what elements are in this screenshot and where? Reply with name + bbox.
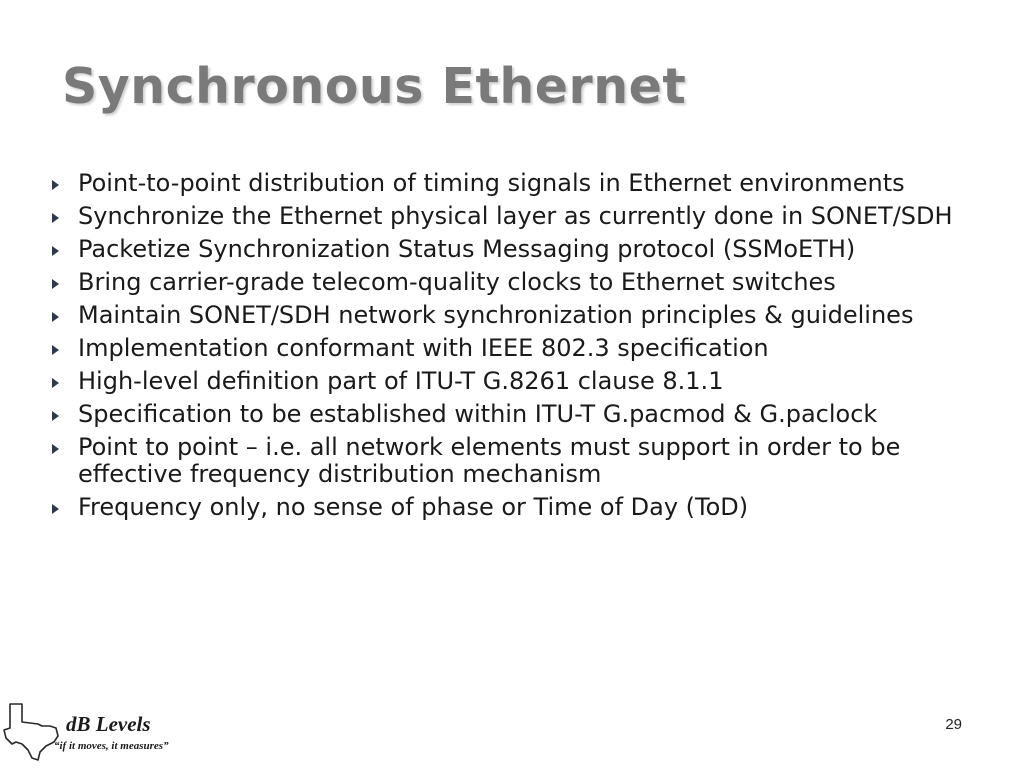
bullet-text: Frequency only, no sense of phase or Time of Day (ToD) (78, 493, 749, 521)
bullet-item (46, 335, 1006, 362)
page-number: 29 (945, 716, 962, 733)
bullet-text: Point to point – i.e. all network elements must support in order to be effective frequency distribution mechanism (78, 433, 901, 488)
bullet-arrow-icon (52, 378, 59, 388)
bullet-text: Implementation conformant with IEEE 802.3 specification (78, 334, 769, 362)
bullet-arrow-icon (52, 345, 59, 355)
logo-tagline: “if it moves, it measures” (54, 740, 169, 752)
bullet-item (46, 236, 1006, 263)
bullet-item (46, 494, 1006, 521)
logo-name: dB Levels (66, 712, 151, 736)
bullet-item (46, 170, 1006, 197)
bullet-text: Specification to be established within ITU-T G.pacmod & G.paclock (78, 400, 878, 428)
bullet-arrow-icon (52, 246, 59, 256)
bullet-arrow-icon (52, 312, 59, 322)
bullet-arrow-icon (52, 444, 59, 454)
bullet-item (46, 203, 1006, 230)
bullet-item (46, 302, 1006, 329)
bullet-arrow-icon (52, 411, 59, 421)
bullet-arrow-icon (52, 279, 59, 289)
texas-map-icon (2, 700, 64, 762)
company-logo (0, 694, 200, 766)
bullet-text: Synchronize the Ethernet physical layer as currently done in SONET/SDH (78, 202, 953, 230)
bullet-item (46, 269, 1006, 296)
bullet-item (46, 434, 1006, 488)
slide-title: Synchronous Ethernet (62, 58, 687, 115)
bullet-item (46, 368, 1006, 395)
bullet-text: High-level definition part of ITU-T G.8261 clause 8.1.1 (78, 367, 724, 395)
bullet-list (46, 170, 1006, 527)
bullet-text: Bring carrier-grade telecom-quality clocks to Ethernet switches (78, 268, 836, 296)
bullet-text: Packetize Synchronization Status Messaging protocol (SSMoETH) (78, 235, 856, 263)
bullet-arrow-icon (52, 504, 59, 514)
bullet-item (46, 401, 1006, 428)
bullet-arrow-icon (52, 213, 59, 223)
bullet-arrow-icon (52, 180, 59, 190)
bullet-text: Maintain SONET/SDH network synchronization principles & guidelines (78, 301, 914, 329)
bullet-text: Point-to-point distribution of timing signals in Ethernet environments (78, 169, 905, 197)
